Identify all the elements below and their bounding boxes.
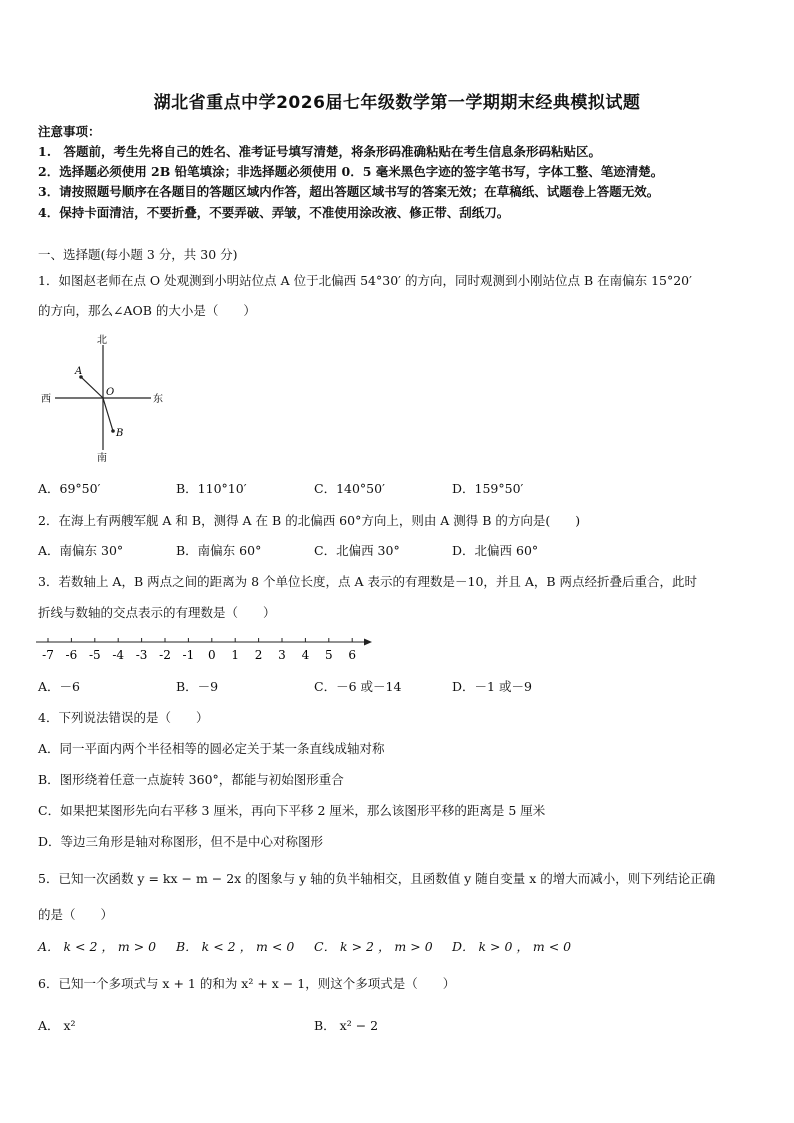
label-west: 西 (41, 394, 51, 405)
q3-option-d: D．－1 或－9 (452, 679, 532, 694)
q4-stem: 4．下列说法错误的是（ ） (38, 710, 209, 725)
ray-ob (103, 398, 113, 431)
q1-option-b: B．110°10′ (176, 481, 247, 496)
number-line-tick-label: 1 (231, 648, 240, 662)
q1-stem-line1: 1．如图赵老师在点 O 处观测到小明站位点 A 位于北偏西 54°30′ 的方向，同时观测到小刚站位点 B 在南偏东 15°20′ (38, 273, 692, 288)
number-line-tick-label: -7 (42, 648, 54, 662)
q2-option-b: B．南偏东 60° (176, 543, 262, 558)
number-line-tick-label: -3 (135, 648, 148, 662)
q5-option-a: A． k < 2 ， m > 0 (38, 939, 157, 954)
number-line-tick-label: -5 (88, 648, 101, 662)
q3-stem-line2: 折线与数轴的交点表示的有理数是（ ） (38, 605, 276, 620)
q3-option-a: A．－6 (38, 679, 80, 694)
q5-option-c: C． k > 2 ， m > 0 (314, 939, 433, 954)
q1-option-d: D．159°50′ (452, 481, 524, 496)
number-line-tick-label: 3 (278, 648, 286, 662)
label-b: B (116, 428, 124, 439)
number-line-tick-label: 0 (207, 648, 216, 662)
notice-item-1: 1. 答题前，考生先将自己的姓名、准考证号填写清楚，将条形码准确粘贴在考生信息条形码粘贴区。 (38, 144, 602, 159)
q3-option-b: B．－9 (176, 679, 219, 694)
number-line-tick-label: -1 (182, 648, 195, 662)
label-a: A (75, 366, 83, 377)
number-line-tick-label: 6 (348, 648, 357, 662)
q6-option-b: B． x² − 2 (314, 1018, 379, 1033)
q4-option-a: A．同一平面内两个半径相等的圆必定关于某一条直线成轴对称 (38, 741, 385, 756)
q2-option-c: C．北偏西 30° (314, 543, 400, 558)
q1-compass-figure (35, 330, 175, 465)
q6-option-a: A． x² (38, 1018, 76, 1033)
label-east: 东 (153, 394, 163, 405)
q3-number-line (30, 632, 380, 666)
label-north: 北 (97, 335, 107, 346)
number-line-tick-label: -2 (159, 648, 171, 662)
number-line-tick-label: 5 (324, 648, 333, 662)
q5-stem-line1: 5．已知一次函数 y = kx − m − 2x 的图象与 y 轴的负半轴相交，且函数值 y 随自变量 x 的增大而减小，则下列结论正确 (38, 871, 716, 886)
number-line-tick-label: -6 (65, 648, 78, 662)
q4-option-c: C．如果把某图形先向右平移 3 厘米，再向下平移 2 厘米，那么该图形平移的距离是 5 厘米 (38, 803, 546, 818)
q3-option-c: C．－6 或－14 (314, 679, 402, 694)
point-b (111, 429, 115, 433)
q1-option-c: C．140°50′ (314, 481, 385, 496)
label-south: 南 (97, 453, 107, 464)
page-title: 湖北省重点中学2026届七年级数学第一学期期末经典模拟试题 (153, 93, 641, 113)
notice-item-3: 3．请按照题号顺序在各题目的答题区域内作答，超出答题区域书写的答案无效；在草稿纸、试题卷上答题无效。 (38, 184, 660, 199)
number-line-tick-label: -4 (112, 648, 125, 662)
q3-stem-line1: 3．若数轴上 A，B 两点之间的距离为 8 个单位长度，点 A 表示的有理数是－10，并且 A，B 两点经折叠后重合，此时 (38, 574, 698, 589)
q2-stem: 2．在海上有两艘军舰 A 和 B，测得 A 在 B 的北偏西 60°方向上，则由 A 测得 B 的方向是( ) (38, 513, 581, 528)
number-line-tick-label: 4 (301, 648, 310, 662)
notice-item-2: 2．选择题必须使用 2B 铅笔填涂；非选择题必须使用 0．5 毫米黑色字迹的签字笔书写，字体工整、笔迹清楚。 (38, 164, 664, 179)
notice-item-4: 4．保持卡面清洁，不要折叠，不要弄破、弄皱，不准使用涂改液、修正带、刮纸刀。 (38, 205, 510, 220)
q1-stem-line2: 的方向，那么∠AOB 的大小是（ ） (38, 303, 256, 318)
q1-option-a: A．69°50′ (38, 481, 101, 496)
q5-option-b: B． k < 2 ， m < 0 (176, 939, 295, 954)
q5-stem-line2: 的是（ ） (38, 907, 114, 922)
q4-option-d: D．等边三角形是轴对称图形，但不是中心对称图形 (38, 834, 324, 849)
q4-option-b: B．图形绕着任意一点旋转 360°，都能与初始图形重合 (38, 772, 344, 787)
notice-heading: 注意事项： (38, 124, 101, 139)
q6-stem: 6．已知一个多项式与 x + 1 的和为 x² + x − 1，则这个多项式是（ ） (38, 976, 456, 991)
q2-option-d: D．北偏西 60° (452, 543, 539, 558)
q2-option-a: A．南偏东 30° (38, 543, 124, 558)
q5-option-d: D． k > 0 ， m < 0 (452, 939, 572, 954)
section-heading-choice: 一、选择题(每小题 3 分，共 30 分) (38, 247, 238, 262)
label-o: O (106, 387, 115, 398)
number-line-arrow (364, 639, 372, 646)
ray-oa (81, 377, 103, 398)
number-line-tick-label: 2 (254, 648, 263, 662)
